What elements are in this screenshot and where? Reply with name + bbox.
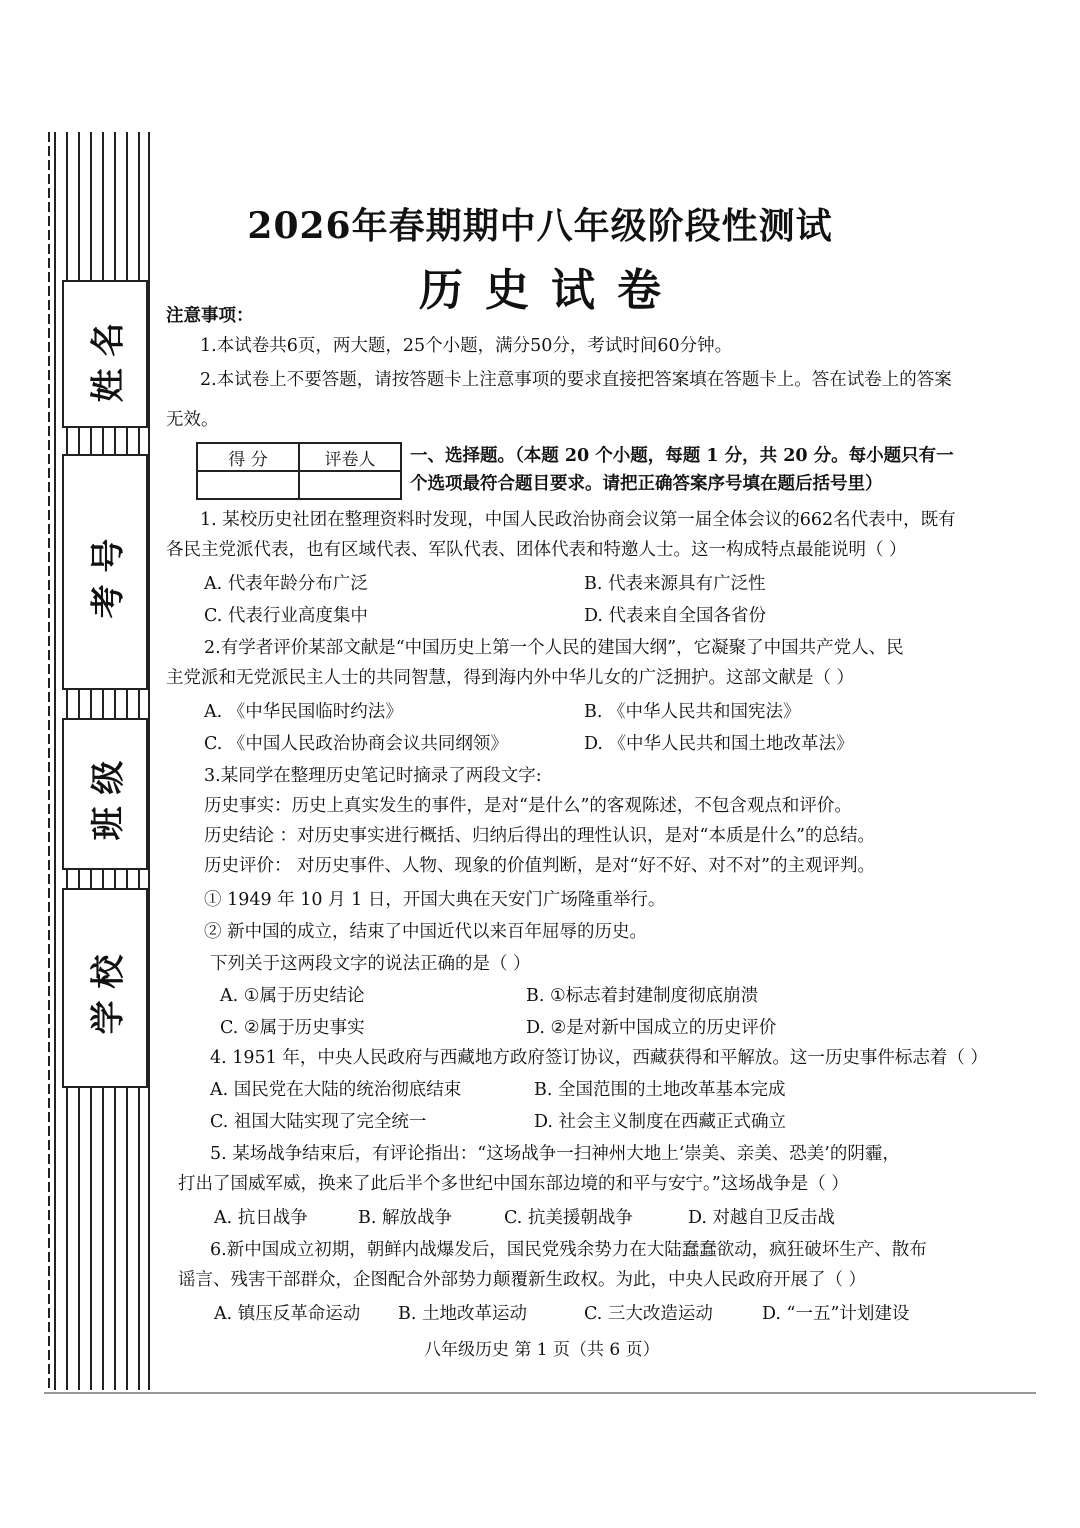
exam-number-label: 考 号 [88, 538, 129, 619]
q1-option-d: D. 代表来自全国各省份 [584, 606, 767, 626]
q3-option-a: A. ①属于历史结论 [220, 986, 365, 1006]
q4-option-b: B. 全国范围的土地改革基本完成 [534, 1080, 786, 1100]
class-label: 班 级 [88, 760, 129, 841]
q6-option-b: B. 土地改革运动 [398, 1304, 527, 1324]
q3-option-d: D. ②是对新中国成立的历史评价 [526, 1018, 777, 1038]
class-field[interactable] [62, 718, 148, 870]
q3-conclusion: 历史结论 ：对历史事实进行概括、归纳后得出的理性认识，是对“本质是什么”的总结。 [204, 826, 875, 846]
q5-option-a: A. 抗日战争 [214, 1208, 308, 1228]
q3-stem: 3.某同学在整理历史笔记时摘录了两段文字: [204, 766, 542, 786]
section-instruction: 个选项最符合题目要求。请把正确答案序号填在题后括号里） [410, 474, 883, 494]
notice-heading: 注意事项： [166, 306, 254, 326]
q2-stem: 2.有学者评价某部文献是“中国历史上第一个人民的建国大纲”，它凝聚了中国共产党人、民 [204, 638, 904, 658]
notice-item-1: 1.本试卷共6页，两大题，25个小题，满分50分，考试时间60分钟。 [200, 336, 733, 356]
notice-item-2: 2.本试卷上不要答题，请按答题卡上注意事项的要求直接把答案填在答题卡上。答在试卷上的答案 [200, 370, 952, 390]
q4-stem: 4. 1951 年，中央人民政府与西藏地方政府签订协议，西藏获得和平解放。这一历史事件标志着（ ） [210, 1048, 988, 1068]
q5-option-c: C. 抗美援朝战争 [504, 1208, 633, 1228]
q2-option-b: B. 《中华人民共和国宪法》 [584, 702, 801, 722]
q3-statement-2: ② 新中国的成立，结束了中国近代以来百年屈辱的历史。 [204, 922, 648, 942]
q2-option-a: A. 《中华民国临时约法》 [204, 702, 403, 722]
q3-ask: 下列关于这两段文字的说法正确的是（ ） [210, 954, 531, 974]
notice-item-2-cont: 无效。 [166, 410, 219, 430]
q6-stem: 6.新中国成立初期，朝鲜内战爆发后，国民党残余势力在大陆蠢蠢欲动，疯狂破坏生产、散布 [210, 1240, 927, 1260]
page-bottom-rule [44, 1392, 1036, 1394]
q6-stem-cont: 谣言、残害干部群众，企图配合外部势力颠覆新生政权。为此，中央人民政府开展了（ ） [178, 1270, 867, 1290]
school-label: 学 校 [88, 954, 129, 1035]
q3-fact: 历史事实：历史上真实发生的事件，是对“是什么”的客观陈述，不包含观点和评价。 [204, 796, 852, 816]
score-cell[interactable] [197, 471, 299, 499]
q1-option-a: A. 代表年龄分布广泛 [204, 574, 368, 594]
q5-stem: 5. 某场战争结束后，有评论指出：“这场战争一扫神州大地上‘崇美、亲美、恐美’的阴霾， [210, 1144, 900, 1164]
grader-header: 评卷人 [299, 443, 401, 471]
q5-option-b: B. 解放战争 [358, 1208, 452, 1228]
section-heading: 一、选择题。（本题 20 个小题，每题 1 分，共 20 分。每小题只有一 [410, 446, 954, 466]
q3-option-b: B. ①标志着封建制度彻底崩溃 [526, 986, 759, 1006]
name-label: 姓 名 [88, 322, 129, 403]
q4-option-d: D. 社会主义制度在西藏正式确立 [534, 1112, 787, 1132]
q2-stem-cont: 主党派和无党派民主人士的共同智慧，得到海内外中华儿女的广泛拥护。这部文献是（ ） [166, 668, 855, 688]
school-field[interactable] [62, 888, 148, 1088]
q3-evaluation: 历史评价： 对历史事件、人物、现象的价值判断，是对“好不好、对不对”的主观评判。 [204, 856, 875, 876]
q6-option-a: A. 镇压反革命运动 [214, 1304, 361, 1324]
q5-option-d: D. 对越自卫反击战 [688, 1208, 836, 1228]
q2-option-d: D. 《中华人民共和国土地改革法》 [584, 734, 854, 754]
page-footer: 八年级历史 第 1 页（共 6 页） [424, 1340, 660, 1360]
q2-option-c: C. 《中国人民政治协商会议共同纲领》 [204, 734, 508, 754]
q3-option-c: C. ②属于历史事实 [220, 1018, 365, 1038]
score-table [196, 442, 402, 500]
q5-stem-cont: 打出了国威军威，换来了此后半个多世纪中国东部边境的和平与安宁。”这场战争是（ ） [178, 1174, 849, 1194]
q6-option-d: D. “一五”计划建设 [762, 1304, 910, 1324]
q1-option-b: B. 代表来源具有广泛性 [584, 574, 766, 594]
q3-statement-1: ① 1949 年 10 月 1 日，开国大典在天安门广场隆重举行。 [204, 890, 666, 910]
q1-stem-cont: 各民主党派代表，也有区域代表、军队代表、团体代表和特邀人士。这一构成特点最能说明（ ） [166, 540, 907, 560]
q4-option-c: C. 祖国大陆实现了完全统一 [210, 1112, 427, 1132]
q1-option-c: C. 代表行业高度集中 [204, 606, 368, 626]
binding-strip [44, 132, 156, 1390]
q4-option-a: A. 国民党在大陆的统治彻底结束 [210, 1080, 462, 1100]
subject-title: 历史试卷 [419, 265, 683, 316]
q1-stem: 1. 某校历史社团在整理资料时发现，中国人民政治协商会议第一届全体会议的662名代表中，既有 [200, 510, 956, 530]
grader-cell[interactable] [299, 471, 401, 499]
exam-title: 2026年春期期中八年级阶段性测试 [247, 205, 833, 247]
score-header: 得 分 [197, 443, 299, 471]
exam-number-field[interactable] [62, 454, 148, 690]
q6-option-c: C. 三大改造运动 [584, 1304, 713, 1324]
